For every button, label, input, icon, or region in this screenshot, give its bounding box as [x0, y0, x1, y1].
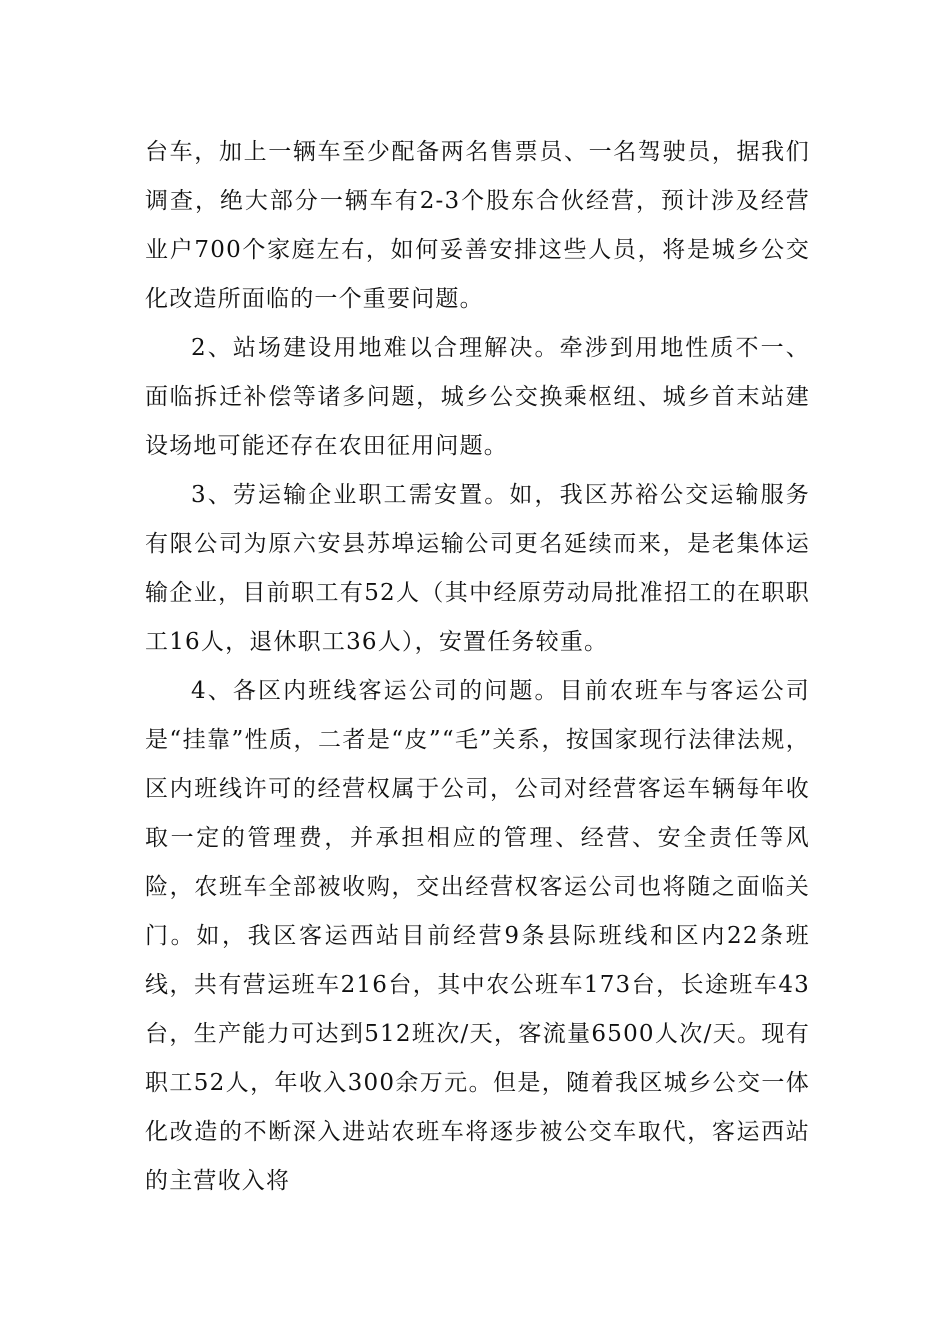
paragraph-item-3: 3、劳运输企业职工需安置。如，我区苏裕公交运输服务有限公司为原六安县苏埠运输公司更名延续而来，是老集体运输企业，目前职工有52人（其中经原劳动局批准招工的在职职工16人，退休职工36人），安置任务较重。 — [145, 482, 810, 655]
paragraph-item-4: 4、各区内班线客运公司的问题。目前农班车与客运公司是“挂靠”性质，二者是“皮”“毛”关系，按国家现行法律法规，区内班线许可的经营权属于公司，公司对经营客运车辆每年收取一定的管理费，并承担相应的管理、经营、安全责任等风险，农班车全部被收购，交出经营权客运公司也将随之面临关门。如，我区客运西站目前经营9条县际班线和区内22条班线，共有营运班车216台，其中农公班车173台，长途班车43台，生产能力可达到512班次/天，客流量6500人次/天。现有职工52人，年收入300余万元。但是，随着我区城乡公交一体化改造的不断深入进站农班车将逐步被公交车取代，客运西站的主营收入将 — [145, 678, 810, 1194]
paragraph-item-2: 2、站场建设用地难以合理解决。牵涉到用地性质不一、面临拆迁补偿等诸多问题，城乡公交换乘枢纽、城乡首末站建设场地可能还存在农田征用问题。 — [145, 335, 810, 459]
document-body — [145, 128, 810, 1206]
paragraph-continuation: 台车，加上一辆车至少配备两名售票员、一名驾驶员，据我们调查，绝大部分一辆车有2-3个股东合伙经营，预计涉及经营业户700个家庭左右，如何妥善安排这些人员，将是城乡公交化改造所面临的一个重要问题。 — [145, 139, 810, 312]
